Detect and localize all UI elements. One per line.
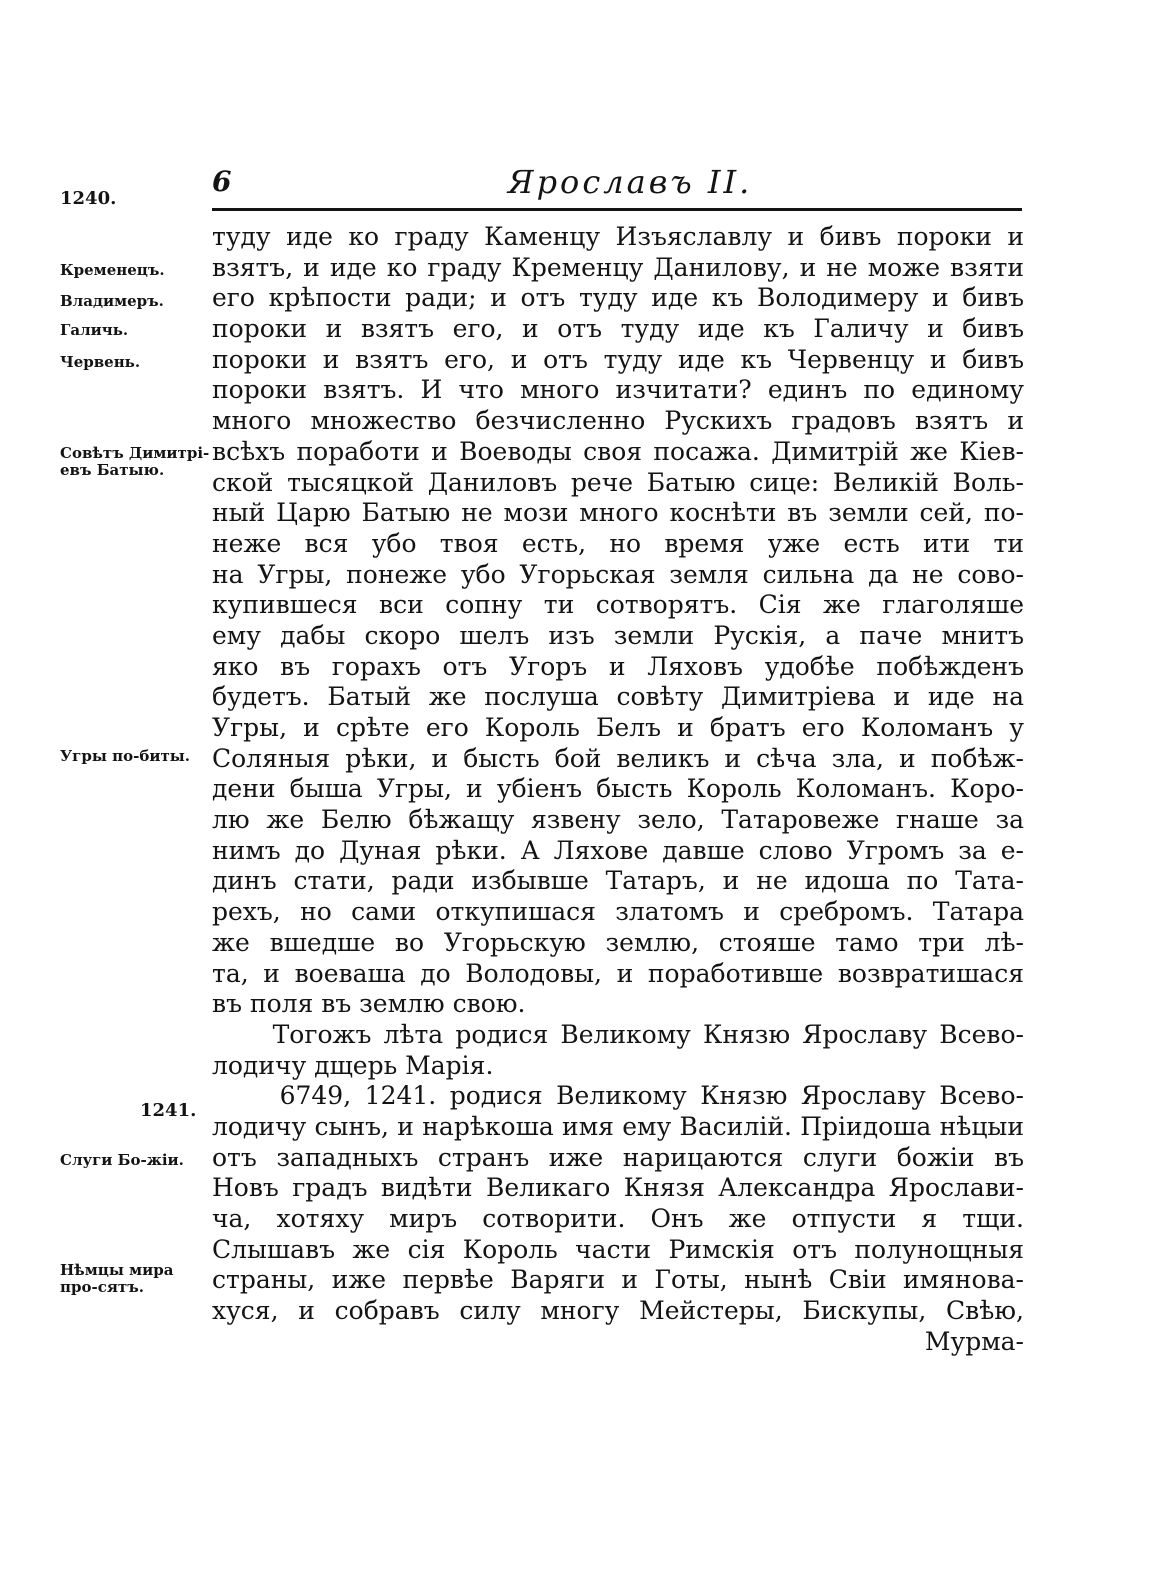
text-line: Тогожъ лѣта родися Великому Князю Ярославу Всево- [212,1019,1024,1049]
header-rule [212,208,1022,211]
text-line: будетъ. Батый же послуша совѣту Димитріева и иде на [212,682,1024,712]
margin-note: Кременецъ. [60,261,165,279]
margin-note: Угры по-биты. [60,747,191,765]
text-line: дени быша Угры, и убіенъ бысть Король Коломанъ. Коро- [212,774,1024,804]
text-line: Слышавъ же сія Король части Римскія отъ полунощныя [212,1234,1024,1264]
margin-note: Нѣмцы мира про-сятъ. [60,1261,174,1296]
text-line: отъ западныхъ странъ иже нарицаются слуги божіи въ [212,1142,1024,1172]
text-line: пороки и взятъ его, и отъ туду иде къ Галичу и бивъ [212,314,1024,344]
text-line: нимъ до Дуная рѣки. А Ляхове давше слово Угромъ за е- [212,835,1024,865]
margin-note: Галичь. [60,321,129,339]
catchword: Мурма- [924,1326,1024,1356]
text-line: та, и воеваша до Володовы, и поработивше возвратишася [212,958,1024,988]
text-line: Новъ градъ видѣти Великаго Князя Александра Ярослави- [212,1173,1024,1203]
margin-note: Совѣтъ Димитрі-евъ Батыю. [60,444,210,479]
text-line: 6749, 1241. родися Великому Князю Ярославу Всево- [212,1081,1024,1111]
text-line: пороки взятъ. И что много изчитати? единъ по единому [212,375,1024,405]
text-line: Соляныя рѣки, и бысть бой великъ и сѣча зла, и побѣж- [212,743,1024,773]
text-line: пороки и взятъ его, и отъ туду иде къ Червенцу и бивъ [212,344,1024,374]
text-line: всѣхъ поработи и Воеводы своя посажа. Димитрій же Кіев- [212,436,1024,466]
text-line: динъ стати, ради избывше Татаръ, и не идоша по Тата- [212,866,1024,896]
text-line: рехъ, но сами откупишася златомъ и сребромъ. Татара [212,897,1024,927]
text-line: яко въ горахъ отъ Угоръ и Ляховъ удобѣе побѣжденъ [212,651,1024,681]
text-line: туду иде ко граду Каменцу Изъяславлу и бивъ пороки и [212,222,1024,251]
text-line: лодичу дщерь Марія. [212,1050,494,1080]
text-line: лодичу сынъ, и нарѣкоша имя ему Василій. Пріидоша нѣцыи [212,1111,1024,1141]
running-title: Ярославъ II. [507,163,753,201]
text-line: хуся, и собравъ силу многу Мейстеры, Бискупы, Свѣю, [212,1296,1024,1326]
text-line: купившеся вси сопну ти сотворятъ. Сія же глаголяше [212,590,1024,620]
text-line: на Угры, понеже убо Угорьская земля сильна да не сово- [212,559,1024,589]
text-line: неже вся убо твоя есть, но время уже есть ити ти [212,528,1024,558]
text-line: въ поля въ землю свою. [212,989,526,1019]
margin-note: Владимеръ. [60,292,164,310]
margin-note: Слуги Бо-жіи. [60,1151,184,1169]
text-line: же вшедше во Угорьскую землю, стояше тамо три лѣ- [212,927,1024,957]
text-line: ный Царю Батыю не мози много коснѣти въ земли сей, по- [212,498,1024,528]
text-line: ча, хотяху миръ сотворити. Онъ же отпусти я тщи. [212,1204,1024,1233]
text-line: ему дабы скоро шелъ изъ земли Рускія, а паче мнитъ [212,620,1024,650]
text-line: ской тысяцкой Даниловъ рече Батыю сице: Великій Воль- [212,467,1024,497]
page-number: 6 [212,165,232,198]
text-line: много множество безчисленно Рускихъ градовъ взятъ и [212,406,1024,436]
margin-year-1240: 1240. [60,188,117,209]
text-line: его крѣпости ради; и отъ туду иде къ Володимеру и бивъ [212,283,1024,313]
body-text [212,222,1024,1357]
margin-year-1241: 1241. [140,1100,197,1121]
margin-note: Червень. [60,353,141,371]
text-line: взятъ, и иде ко граду Кременцу Данилову, и не може взяти [212,252,1024,282]
text-line: Угры, и срѣте его Король Белъ и братъ его Коломанъ у [212,713,1024,742]
text-line: лю же Белю бѣжащу язвену зело, Татаровеже гнаше за [212,805,1024,835]
text-line: страны, иже первѣе Варяги и Готы, нынѣ Свіи имянова- [212,1265,1024,1295]
